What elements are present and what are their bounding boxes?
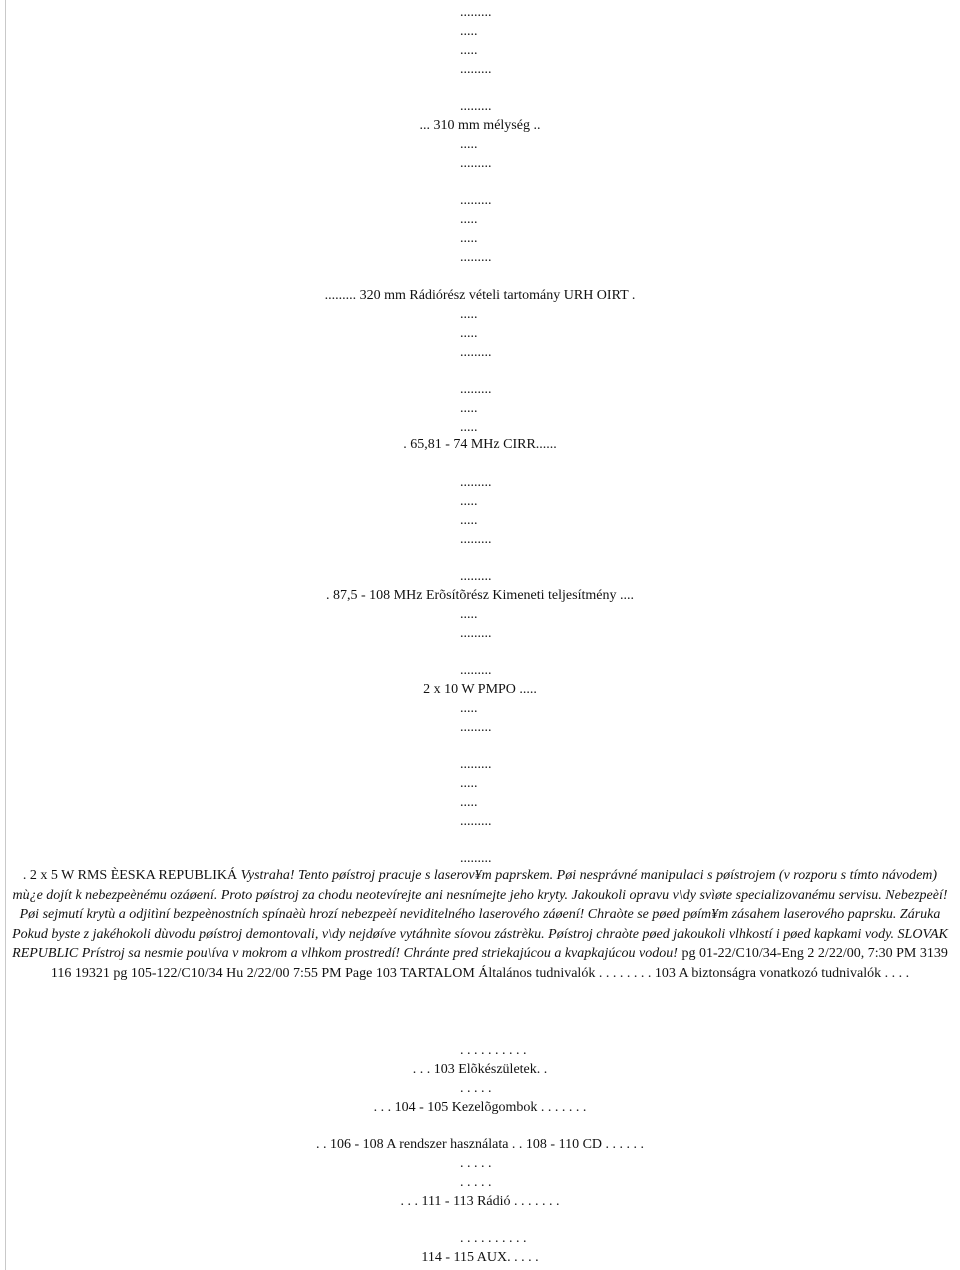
dot-leader: ......... [460,475,492,490]
dot-leader: ..... [460,43,478,58]
dot-leader: ......... [460,5,492,20]
dot-leader: ......... [460,382,492,397]
dot-leader: ..... [460,307,478,322]
dot-leader: ..... [460,24,478,39]
toc-aux: 114 - 115 AUX. . . . . [421,1250,539,1265]
dot-leader: ......... [460,532,492,547]
dot-leader: ......... [460,720,492,735]
dot-leader: ..... [460,326,478,341]
dot-leader: ......... [460,569,492,584]
dot-leader: ......... [460,250,492,265]
dot-leader: ..... [460,513,478,528]
dot-leader: . . . . . . . . . . [460,1043,527,1058]
dot-leader: ......... [460,814,492,829]
toc-preparation: . . . 103 Elõkészületek. . [412,1062,548,1077]
dot-leader: . . . . . [460,1081,492,1096]
dot-leader: ......... [460,663,492,678]
dot-leader: ..... [460,607,478,622]
toc-system-cd: . . 106 - 108 A rendszer használata . . 108 - 110 CD . . . . . . [315,1137,645,1152]
dot-leader: ..... [460,231,478,246]
dot-leader: ..... [460,795,478,810]
spec-depth: ... 310 mm mélység .. [419,118,541,133]
dot-leader: ..... [460,137,478,152]
dot-leader: ......... [460,626,492,641]
dot-leader: . . . . . . . . . . [460,1231,527,1246]
spec-cirr: . 65,81 - 74 MHz CIRR...... [403,437,557,452]
dot-leader: ......... [460,851,492,866]
warning-text: Vystraha! Tento pøístroj pracuje s laserov¥m paprskem. Pøi nesprávné manipulaci s pøístrojem (v rozporu s tímto návodem) mù¿e dojít k nebezpeènému ozáøení. Proto pøístroj za chodu neotevírejte ani nesnímejte jeho kryty. Jakoukoli opravu v\dy svìøte specializovanému servisu. Nebezpeèí! Pøi sejmutí krytù a odjitìní bezpeènostních spínaèù hrozí nebezpeèí neviditelného laserového záøení! Chraòte se pøed pøím¥m zásahem laserového paprsku. Záruka Pokud byste z jakéhokoli dùvodu pøístroj demontovali, v\dy nejdøíve vytáhnìte síovou zástrèku. Pøístroj chraòte pøed jakoukoli vlhkostí i pøed kapkami vody. SLOVAK REPUBLIC Prístroj sa nesmie pou\íva v mokrom a vlhkom prostredí! Chránte pred striekajúcou a kvapkajúcou vodou! [12,868,948,961]
spec-amplifier: . 87,5 - 108 MHz Erõsítõrész Kimeneti teljesítmény .... [326,588,634,603]
dot-leader: ..... [460,776,478,791]
dot-leader: ......... [460,757,492,772]
toc-controls: . . . 104 - 105 Kezelõgombok . . . . . . . [373,1100,587,1115]
dot-leader: ..... [460,701,478,716]
dot-leader: ......... [460,345,492,360]
dot-leader: ..... [460,420,478,435]
rms-label: . 2 x 5 W RMS ÈESKA REPUBLIKÁ [22,868,241,883]
dot-leader: ..... [460,494,478,509]
safety-paragraph [8,866,952,983]
dot-leader: . . . . . [460,1175,492,1190]
dot-leader: . . . . . [460,1156,492,1171]
dot-leader: ..... [460,212,478,227]
toc-start: pg 01-22/C10/34-Eng 2 2/22/00, 7:30 PM 3139 116 19321 pg 105-122/C10/34 Hu 2/22/00 7:55 PM Page 103 TARTALOM Általános tudnivalók . . . . . . . . 103 A biztonságra vonatkozó tudnivalók . . . . [50,946,948,981]
dot-leader: ......... [460,156,492,171]
toc-radio: . . . 111 - 113 Rádió . . . . . . . [400,1194,560,1209]
dot-leader: ..... [460,401,478,416]
page-border [5,0,6,1270]
dot-leader: ......... [460,193,492,208]
dot-leader: ......... [460,62,492,77]
spec-pmpo: 2 x 10 W PMPO ..... [423,682,537,697]
dot-leader: ......... [460,99,492,114]
spec-radio: ......... 320 mm Rádiórész vételi tartomány URH OIRT . [324,288,636,303]
